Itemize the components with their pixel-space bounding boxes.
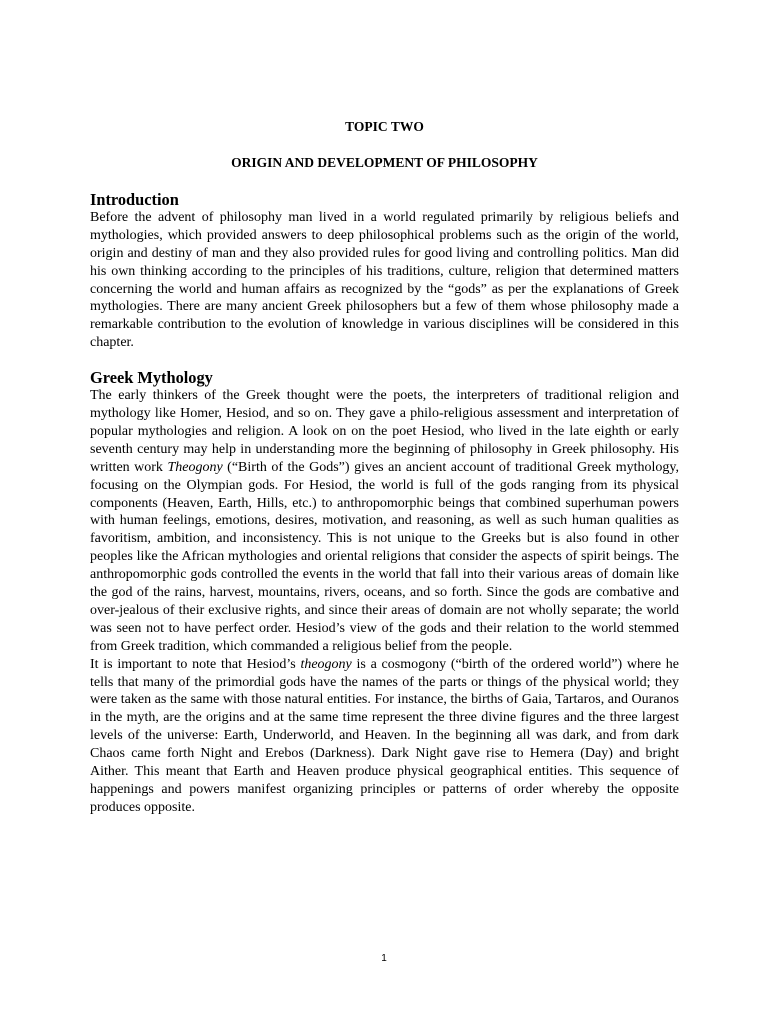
- chapter-title: ORIGIN AND DEVELOPMENT OF PHILOSOPHY: [231, 155, 538, 170]
- term-theogony: theogony: [300, 656, 352, 672]
- section-heading-introduction: Introduction: [90, 190, 179, 209]
- paragraph-text: (“Birth of the Gods”) gives an ancient account of traditional Greek mythology, focusing on the Olympian gods. For Hesiod, the world is full of the gods ranging from its physical components (Heaven, Earth, Hills, etc.) to anthropomorphic beings that combined superhuman powers with human feelings, emotions, desires, motivation, and reasoning, as well as such human qualities as favoritism, ambition, and inconsistency. This is not unique to the Greeks but is also found in other peoples like the African mythologies and oriental religions that consider the aspects of spirit beings. The anthropomorphic gods controlled the events in the world that fall into their various areas of domain like the god of the rains, harvest, mountains, rivers, oceans, and so forth. Since the gods are combative and over-jealous of their exclusive rights, and since their areas of domain are not wholly separate; the world was seen not to have perfect order. Hesiod’s view of the gods and their relation to the world stemmed from Greek tradition, which commanded a religious belief from the people.: [90, 459, 679, 654]
- topic-title: TOPIC TWO: [345, 119, 424, 134]
- paragraph-text: The early thinkers of the Greek thought were the poets, the interpreters of traditional religion and mythology like Homer, Hesiod, and so on. They gave a philo-religious assessment and interpretation of popular mythologies and religion. A look on on the poet Hesiod, who lived in the late eighth or early seventh century may help in understanding more the beginning of philosophy in Greek philosophy. His written work: [90, 388, 679, 475]
- paragraph-greek-mythology-2: [90, 656, 679, 817]
- book-title-theogony: Theogony: [167, 459, 223, 475]
- paragraph-introduction: [90, 209, 679, 352]
- section-heading-greek-mythology: Greek Mythology: [90, 368, 213, 388]
- document-page: [90, 118, 679, 817]
- page-number: 1: [381, 953, 387, 964]
- paragraph-text: is a cosmogony (“birth of the ordered world”) where he tells that many of the primordial gods have the names of the parts or things of the physical world; they were taken as the same with those natural entities. For instance, the births of Gaia, Tartaros, and Ouranos in the myth, are the origins and at the same time represent the three divine figures and the three largest levels of the universe: Earth, Underworld, and Heaven. In the beginning all was dark, and from dark Chaos came forth Night and Erebos (Darkness). Dark Night gave rise to Hemera (Day) and bright Aither. This meant that Earth and Heaven produce physical geographical entities. This sequence of happenings and powers manifest organizing principles or patterns of order whereby the opposite produces opposite.: [90, 656, 680, 815]
- paragraph-text: Before the advent of philosophy man lived in a world regulated primarily by religious beliefs and mythologies, which provided answers to deep philosophical problems such as the origin of the world, origin and destiny of man and they also provided rules for good living and controlling politics. Man did his own thinking according to the principles of his traditions, culture, religion that determined matters concerning the world and human affairs as recognized by the “gods” as per the explanations of Greek mythologies. There are many ancient Greek philosophers but a few of them whose philosophy made a remarkable contribution to the evolution of knowledge in various disciplines will be considered in this chapter.: [90, 209, 679, 351]
- paragraph-greek-mythology-1: [90, 387, 679, 656]
- paragraph-text: It is important to note that Hesiod’s: [90, 656, 301, 672]
